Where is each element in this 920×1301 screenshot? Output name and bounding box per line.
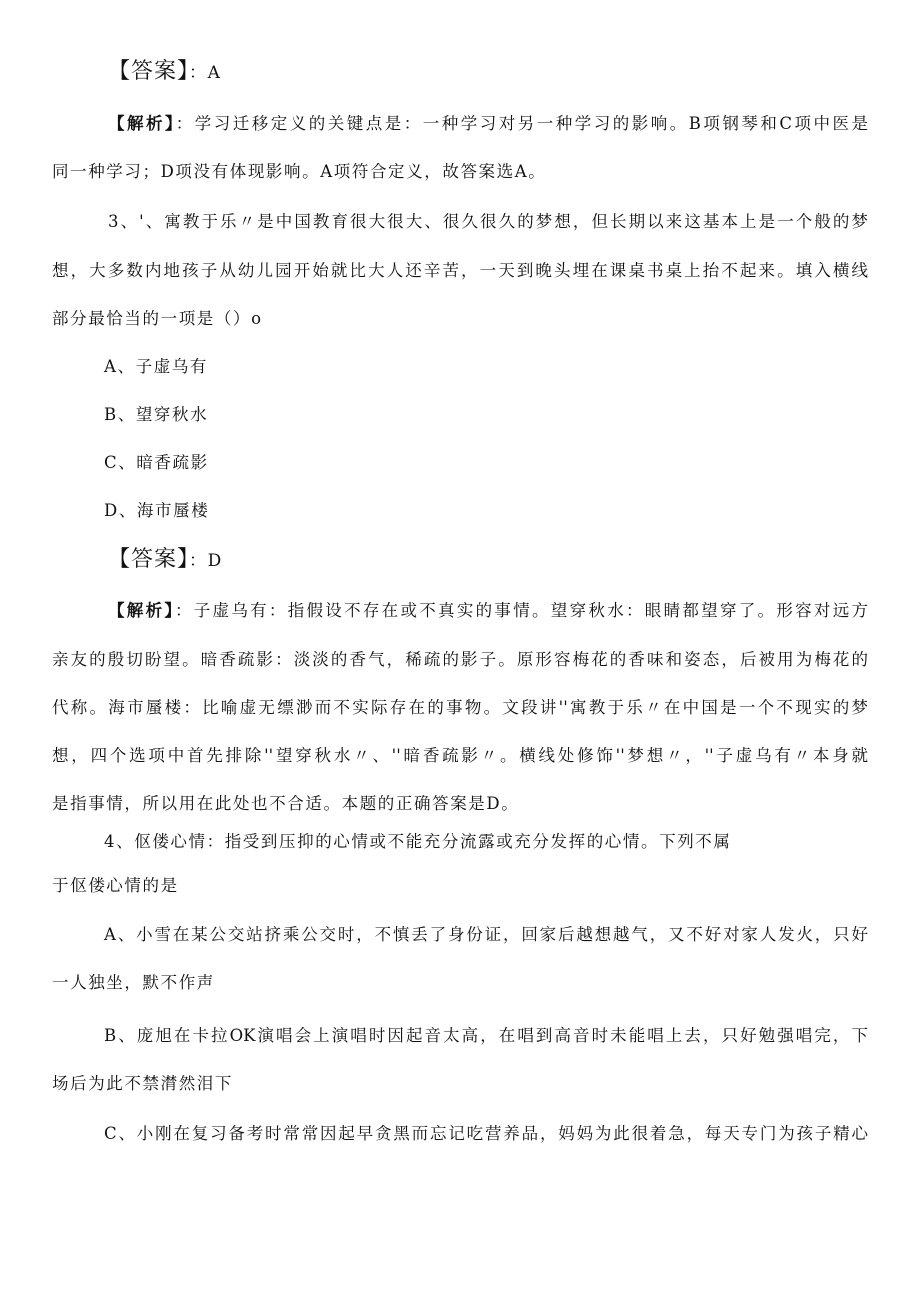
option-c: C、暗香疏影 bbox=[104, 453, 209, 472]
option-d: D、海市蜃楼 bbox=[104, 501, 210, 520]
option-a-continued: 一人独坐，默不作声 bbox=[52, 973, 215, 992]
answer-block bbox=[108, 548, 223, 573]
option-a: A、小雪在某公交站挤乘公交时，不慎丢了身份证，回家后越想越气，又不好对家人发火，只好 bbox=[104, 925, 868, 944]
question-stem-line: 3、'、寓教于乐〃是中国教育很大很大、很久很久的梦想，但长期以来这基本上是一个般的梦 bbox=[108, 212, 868, 231]
explanation-prefix: 【解析】 bbox=[108, 601, 175, 620]
question-stem-line: 4、伛偻心情：指受到压抑的心情或不能充分流露或充分发挥的心情。下列不属 bbox=[104, 832, 732, 851]
option-a: A、子虚乌有 bbox=[104, 357, 209, 376]
explanation-line: 是指事情，所以用在此处也不合适。本题的正确答案是D。 bbox=[52, 794, 520, 813]
explanation-text: ：子虚乌有：指假设不存在或不真实的事情。望穿秋水：眼睛都望穿了。形容对远方 bbox=[174, 601, 869, 620]
explanation-line bbox=[52, 112, 868, 136]
answer-block bbox=[108, 60, 222, 85]
explanation-line: 想，四个选项中首先排除''望穿秋水〃、''暗香疏影〃。横线处修饰''梦想〃，''子虚乌有〃本身就 bbox=[52, 746, 868, 765]
option-b-continued: 场后为此不禁潸然泪下 bbox=[52, 1074, 233, 1093]
explanation-line: 代称。海市蜃楼：比喻虚无缥渺而不实际存在的事物。文段讲''寓教于乐〃在中国是一个不现实的梦 bbox=[52, 698, 868, 717]
option-c: C、小刚在复习备考时常常因起早贪黑而忘记吃营养品，妈妈为此很着急，每天专门为孩子精心 bbox=[104, 1124, 868, 1143]
explanation-line: 同一种学习；D项没有体现影响。A项符合定义，故答案选A。 bbox=[52, 162, 547, 181]
answer-value: ：A bbox=[189, 63, 222, 83]
question-stem-line: 部分最恰当的一项是（）o bbox=[52, 309, 263, 328]
question-stem-line: 于伛偻心情的是 bbox=[52, 876, 179, 895]
answer-label: 【答案】 bbox=[108, 547, 190, 572]
answer-label: 【答案】 bbox=[108, 59, 190, 84]
explanation-line bbox=[52, 599, 868, 623]
explanation-prefix: 【解析】 bbox=[108, 114, 176, 133]
question-stem-line: 想，大多数内地孩子从幼儿园开始就比大人还辛苦，一天到晚头埋在课桌书桌上抬不起来。填入横线 bbox=[52, 261, 868, 280]
explanation-text: ：学习迁移定义的关键点是：一种学习对另一种学习的影响。B项钢琴和C项中医是 bbox=[175, 114, 868, 133]
option-b: B、庞旭在卡拉OK演唱会上演唱时因起音太高，在唱到高音时未能唱上去，只好勉强唱完，下 bbox=[104, 1026, 868, 1045]
answer-value: ：D bbox=[189, 551, 223, 571]
explanation-line: 亲友的殷切盼望。暗香疏影：淡淡的香气，稀疏的影子。原形容梅花的香味和姿态，后被用为梅花的 bbox=[52, 650, 868, 669]
option-b: B、望穿秋水 bbox=[104, 405, 209, 424]
